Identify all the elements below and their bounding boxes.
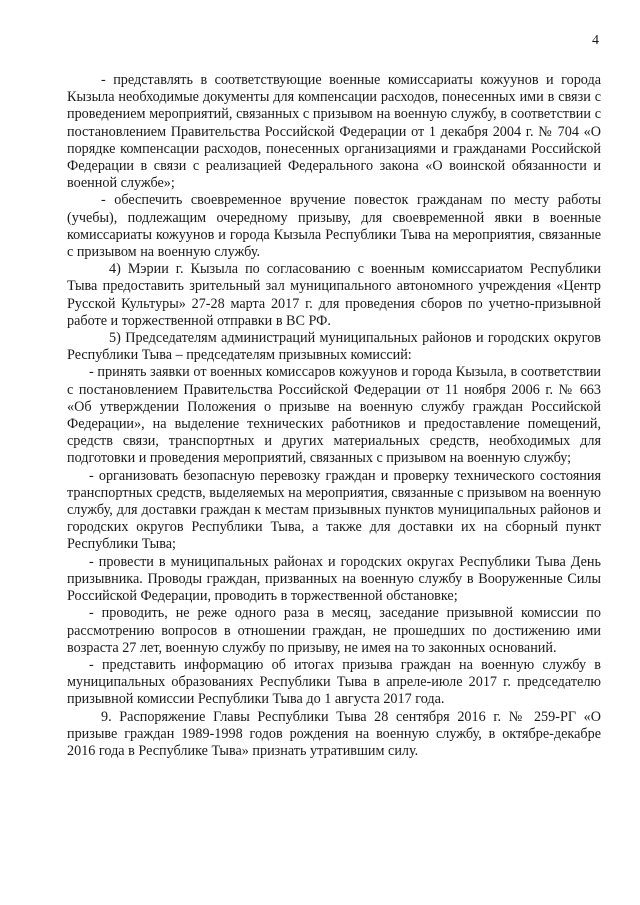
paragraph-submit-documents: - представлять в соответствующие военные комиссариаты кожуунов и города Кызыла необходимые документы для компенсации расходов, понесенных ими в связи с проведением мероприятий, связанных с призывом на военную службу, в соответствии с постановлением Правительства Российской Федерации от 1 декабря 2004 г. № 704 «О порядке компенсации расходов, понесенных организациями и гражданами Российской Федерации в связи с реализацией Федерального закона «О воинской обязанности и военной службе»; xyxy=(67,72,601,192)
document-body xyxy=(67,72,601,760)
paragraph-accept-requests: - принять заявки от военных комиссаров кожуунов и города Кызыла, в соответствии с постановлением Правительства Российской Федерации от 11 ноября 2006 г. № 663 «Об утверждении Положения о призыве на военную службу граждан Российской Федерации», на выделение технических работников и предоставление помещений, средств связи, транспортных и других материальных средств, необходимых для подготовки и проведения мероприятий, связанных с призывом на военную службу; xyxy=(67,364,601,467)
paragraph-organize-transport: - организовать безопасную перевозку граждан и проверку технического состояния транспортных средств, выделяемых на мероприятия, связанные с призывом на военную службу, для доставки граждан к местам призывных пунктов муниципальных районов и городских округов Республики Тыва, а также для доставки их на сборный пункт Республики Тыва; xyxy=(67,467,601,553)
paragraph-administration-heads: 5) Председателям администраций муниципальных районов и городских округов Республики Тыва – председателям призывных комиссий: xyxy=(67,330,601,364)
paragraph-conscript-day: - провести в муниципальных районах и городских округах Республики Тыва День призывника. Проводы граждан, призванных на военную службу в Вооруженные Силы Российской Федерации, проводить в торжественной обстановке; xyxy=(67,553,601,605)
paragraph-commission-meetings: - проводить, не реже одного раза в месяц, заседание призывной комиссии по рассмотрению вопросов в отношении граждан, не прошедших по достижению ими возраста 27 лет, военную службу по призыву, не имея на то законных оснований. xyxy=(67,605,601,656)
page-number: 4 xyxy=(592,33,599,48)
paragraph-report-results: - представить информацию об итогах призыва граждан на военную службу в муниципальных образованиях Республики Тыва в апреле-июле 2017 г. председателю призывной комиссии Республики Тыва до 1 августа 2017 года. xyxy=(67,656,601,708)
paragraph-repeal-order: 9. Распоряжение Главы Республики Тыва 28 сентября 2016 г. № 259-РГ «О призыве граждан 1989-1998 годов рождения на военную службу, в октябре-декабре 2016 года в Республике Тыва» признать утратившим силу. xyxy=(67,708,601,759)
paragraph-deliver-summons: - обеспечить своевременное вручение повесток гражданам по месту работы (учебы), подлежащим очередному призыву, для своевременной явки в военные комиссариаты кожуунов и города Кызыла Республики Тыва на мероприятия, связанные с призывом на военную службу. xyxy=(67,192,601,261)
paragraph-kyzyl-mayor: 4) Мэрии г. Кызыла по согласованию с военным комиссариатом Республики Тыва предоставить зрительный зал муниципального автономного учреждения «Центр Русской Культуры» 27-28 марта 2017 г. для проведения сборов по учетно-призывной работе и торжественной отправки в ВС РФ. xyxy=(67,261,601,329)
